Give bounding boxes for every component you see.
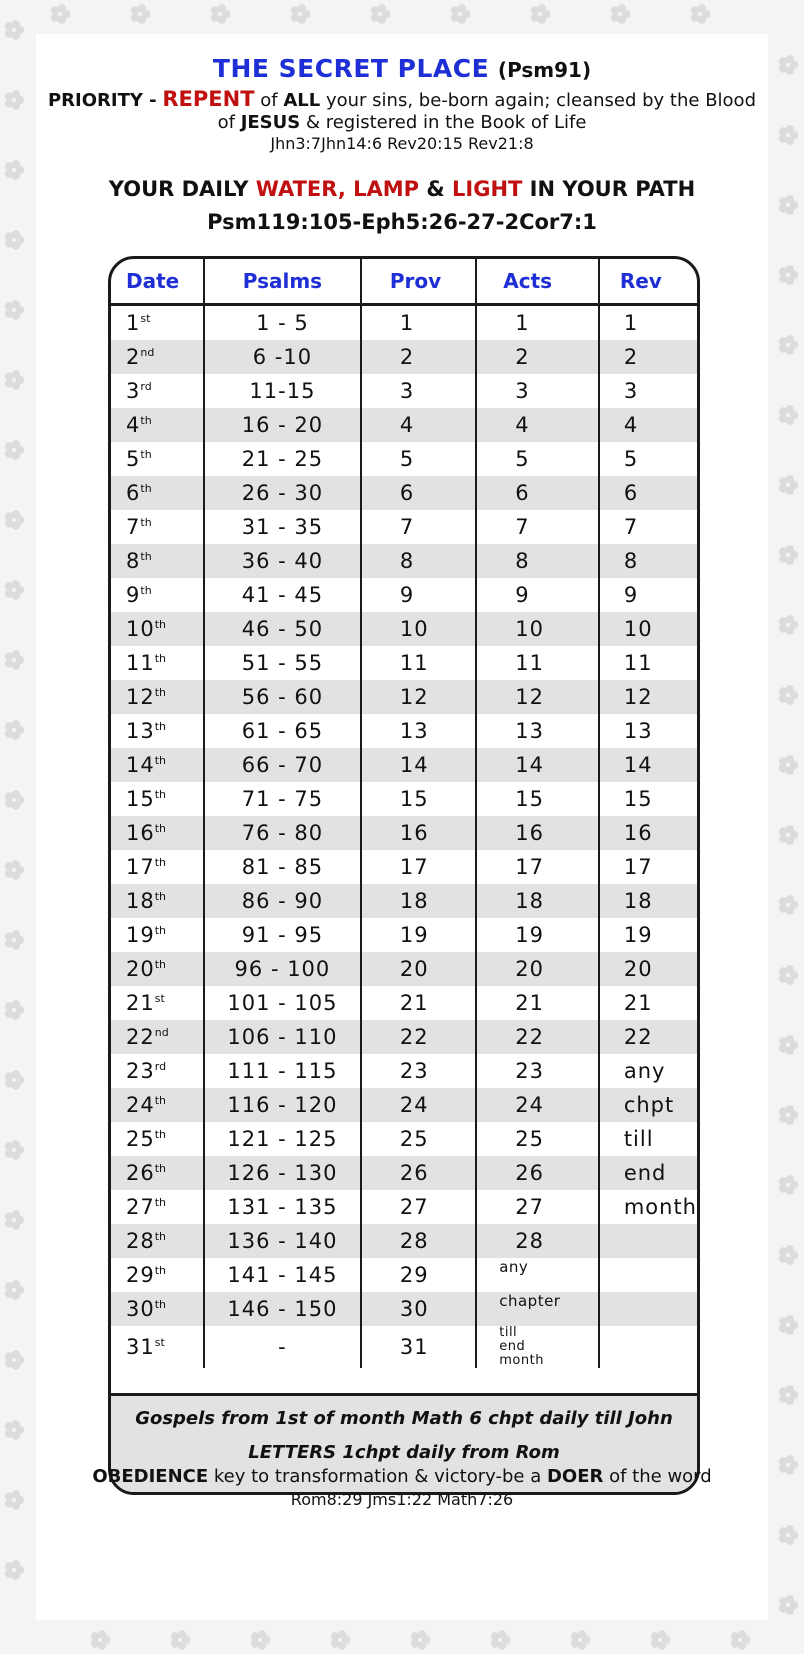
acts-cell: 3 <box>476 374 599 408</box>
psalms-cell: 61 - 65 <box>204 714 361 748</box>
prov-cell: 3 <box>361 374 476 408</box>
day-suffix: th <box>140 550 152 563</box>
acts-cell: 19 <box>476 918 599 952</box>
day-suffix: th <box>154 618 167 631</box>
acts-note-line: till <box>499 1325 518 1340</box>
day-suffix: th <box>154 1230 167 1243</box>
all-word: ALL <box>283 90 321 111</box>
rev-cell: 12 <box>599 680 697 714</box>
title-text: THE SECRET PLACE <box>212 54 490 83</box>
day-suffix: th <box>154 890 167 903</box>
day-number: 7 <box>126 515 141 539</box>
prov-cell: 19 <box>361 918 476 952</box>
psalms-cell: 106 - 110 <box>204 1020 361 1054</box>
date-cell <box>111 918 204 952</box>
page-title <box>36 54 768 83</box>
day-suffix: th <box>154 924 167 937</box>
acts-cell <box>476 1326 599 1368</box>
acts-cell: 10 <box>476 612 599 646</box>
prov-cell: 9 <box>361 578 476 612</box>
day-number: 13 <box>126 719 155 743</box>
table-row <box>111 816 697 850</box>
acts-cell: 23 <box>476 1054 599 1088</box>
table-row <box>111 1122 697 1156</box>
acts-cell: 14 <box>476 748 599 782</box>
date-cell <box>111 748 204 782</box>
daily-heading <box>36 177 768 201</box>
date-cell <box>111 442 204 476</box>
acts-cell: 18 <box>476 884 599 918</box>
reading-grid <box>111 259 697 1368</box>
day-number: 2 <box>126 345 141 369</box>
rev-cell <box>599 1292 697 1326</box>
day-number: 26 <box>126 1161 155 1185</box>
date-cell <box>111 1156 204 1190</box>
obedience-word: OBEDIENCE <box>92 1466 209 1487</box>
rev-cell <box>599 1326 697 1368</box>
prov-cell: 5 <box>361 442 476 476</box>
col-date: Date <box>111 259 204 305</box>
day-suffix: nd <box>154 1026 169 1039</box>
date-cell <box>111 952 204 986</box>
acts-cell: 7 <box>476 510 599 544</box>
acts-cell: 4 <box>476 408 599 442</box>
acts-note-line: end <box>499 1339 526 1354</box>
letters-note: LETTERS 1chpt daily from Rom <box>248 1442 560 1463</box>
day-number: 22 <box>126 1025 155 1049</box>
psalms-cell: 71 - 75 <box>204 782 361 816</box>
day-suffix: th <box>154 1128 167 1141</box>
prov-cell: 23 <box>361 1054 476 1088</box>
date-cell <box>111 1292 204 1326</box>
rev-cell: 14 <box>599 748 697 782</box>
day-number: 14 <box>126 753 155 777</box>
rev-cell: till <box>623 1127 654 1151</box>
acts-cell: 26 <box>476 1156 599 1190</box>
acts-cell: 13 <box>476 714 599 748</box>
day-number: 24 <box>126 1093 155 1117</box>
day-suffix: th <box>140 482 152 495</box>
footer-refs: Rom8:29 Jms1:22 Math7:26 <box>290 1490 514 1509</box>
rev-cell: 16 <box>599 816 697 850</box>
prov-cell: 10 <box>361 612 476 646</box>
rev-cell: 9 <box>623 583 639 607</box>
rev-cell: 1 <box>623 311 639 335</box>
day-suffix: st <box>140 312 151 325</box>
table-row <box>111 1326 697 1368</box>
prov-cell: 11 <box>361 646 476 680</box>
day-number: 23 <box>126 1059 155 1083</box>
date-cell <box>111 1258 204 1292</box>
rev-cell: month <box>623 1195 697 1219</box>
rev-cell <box>599 1258 697 1292</box>
psalms-cell: 131 - 135 <box>204 1190 361 1224</box>
acts-cell: 17 <box>476 850 599 884</box>
day-number: 6 <box>126 481 141 505</box>
heading-amp: & <box>426 177 445 201</box>
day-suffix: th <box>154 720 167 733</box>
day-suffix: th <box>154 1264 167 1277</box>
table-row <box>111 646 697 680</box>
psalms-cell: 56 - 60 <box>204 680 361 714</box>
scripture-refs: Jhn3:7Jhn14:6 Rev20:15 Rev21:8 <box>270 134 534 153</box>
rev-cell: 21 <box>623 991 653 1015</box>
prov-cell: 27 <box>361 1190 476 1224</box>
day-number: 30 <box>126 1297 155 1321</box>
date-cell <box>111 612 204 646</box>
prov-cell: 30 <box>361 1292 476 1326</box>
doer-word: DOER <box>546 1466 604 1487</box>
date-cell <box>111 850 204 884</box>
prov-cell: 1 <box>361 305 476 341</box>
day-suffix: st <box>154 992 165 1005</box>
day-number: 27 <box>126 1195 155 1219</box>
psalms-cell: 81 - 85 <box>204 850 361 884</box>
priority-text-c: of <box>217 112 235 133</box>
prov-cell: 4 <box>361 408 476 442</box>
date-cell <box>111 782 204 816</box>
priority-text-a: of <box>260 90 278 111</box>
table-row <box>111 578 697 612</box>
acts-cell: 24 <box>476 1088 599 1122</box>
prov-cell: 13 <box>361 714 476 748</box>
prov-cell: 22 <box>361 1020 476 1054</box>
day-suffix: rd <box>140 380 152 393</box>
psalms-cell: 96 - 100 <box>204 952 361 986</box>
acts-cell: chapter <box>476 1292 599 1326</box>
day-number: 17 <box>126 855 155 879</box>
psalms-cell: 76 - 80 <box>204 816 361 850</box>
psalms-cell: 51 - 55 <box>204 646 361 680</box>
day-number: 3 <box>126 379 141 403</box>
acts-cell: 1 <box>476 305 599 341</box>
day-suffix: nd <box>140 346 155 359</box>
table-row <box>111 442 697 476</box>
day-number: 18 <box>126 889 155 913</box>
table-row <box>111 748 697 782</box>
day-suffix: th <box>140 448 152 461</box>
acts-cell: 9 <box>476 578 599 612</box>
day-suffix: th <box>154 1196 167 1209</box>
rev-cell: chpt <box>599 1088 697 1122</box>
day-number: 29 <box>126 1263 155 1287</box>
day-number: 8 <box>126 549 141 573</box>
table-row <box>111 1156 697 1190</box>
day-number: 31 <box>126 1335 155 1359</box>
table-row <box>111 1190 697 1224</box>
day-number: 11 <box>126 651 155 675</box>
prov-cell: 26 <box>361 1156 476 1190</box>
table-row <box>111 1088 697 1122</box>
day-number: 21 <box>126 991 155 1015</box>
prov-cell: 18 <box>361 884 476 918</box>
date-cell <box>111 1326 204 1368</box>
table-row <box>111 510 697 544</box>
psalms-cell: 26 - 30 <box>204 476 361 510</box>
priority-text-d: & registered in the Book of Life <box>305 112 587 133</box>
prov-cell: 7 <box>361 510 476 544</box>
heading-refs: Psm119:105-Eph5:26-27-2Cor7:1 <box>207 210 597 234</box>
rev-cell: any <box>623 1059 666 1083</box>
prov-cell: 24 <box>361 1088 476 1122</box>
table-row <box>111 1054 697 1088</box>
day-number: 16 <box>126 821 155 845</box>
prov-cell: 6 <box>361 476 476 510</box>
date-cell <box>111 544 204 578</box>
day-suffix: rd <box>154 1060 167 1073</box>
repent-word: REPENT <box>162 87 255 111</box>
table-row <box>111 374 697 408</box>
psalms-cell: 111 - 115 <box>204 1054 361 1088</box>
date-cell <box>111 305 204 341</box>
day-number: 4 <box>126 413 141 437</box>
acts-cell: 25 <box>476 1122 599 1156</box>
prov-cell: 12 <box>361 680 476 714</box>
psalms-cell: 31 - 35 <box>204 510 361 544</box>
day-suffix: th <box>140 584 152 597</box>
acts-cell: 2 <box>476 340 599 374</box>
acts-cell: any <box>476 1258 599 1292</box>
reading-table <box>108 256 700 1495</box>
date-cell <box>111 510 204 544</box>
psalms-cell: - <box>204 1326 361 1368</box>
date-cell <box>111 408 204 442</box>
title-ref: (Psm91) <box>497 58 592 82</box>
prov-cell: 25 <box>361 1122 476 1156</box>
rev-cell: 22 <box>599 1020 697 1054</box>
day-number: 25 <box>126 1127 155 1151</box>
psalms-cell: 16 - 20 <box>204 408 361 442</box>
psalms-cell: 66 - 70 <box>204 748 361 782</box>
psalms-cell: 126 - 130 <box>204 1156 361 1190</box>
rev-cell: 2 <box>599 340 697 374</box>
priority-word: PRIORITY - <box>47 90 157 111</box>
acts-cell: 20 <box>476 952 599 986</box>
table-row <box>111 986 697 1020</box>
rev-cell: 3 <box>623 379 639 403</box>
date-cell <box>111 1054 204 1088</box>
jesus-word: JESUS <box>240 112 301 133</box>
day-suffix: th <box>154 686 167 699</box>
table-row <box>111 884 697 918</box>
table-row <box>111 850 697 884</box>
day-suffix: th <box>154 958 167 971</box>
day-suffix: th <box>154 754 167 767</box>
rev-cell: 19 <box>623 923 653 947</box>
day-suffix: th <box>140 414 152 427</box>
date-cell <box>111 1190 204 1224</box>
day-suffix: st <box>154 1336 165 1349</box>
acts-cell: 11 <box>476 646 599 680</box>
psalms-cell: 116 - 120 <box>204 1088 361 1122</box>
psalms-cell: 141 - 145 <box>204 1258 361 1292</box>
table-row <box>111 782 697 816</box>
table-row <box>111 305 697 341</box>
rev-cell: 11 <box>623 651 653 675</box>
prov-cell: 15 <box>361 782 476 816</box>
table-row <box>111 544 697 578</box>
acts-note-line: month <box>499 1353 544 1368</box>
psalms-cell: 1 - 5 <box>204 305 361 341</box>
obedience-text-a: key to transformation & victory-be a <box>213 1466 542 1487</box>
acts-cell: 21 <box>476 986 599 1020</box>
rev-cell: 20 <box>599 952 697 986</box>
psalms-cell: 146 - 150 <box>204 1292 361 1326</box>
rev-cell <box>599 1224 697 1258</box>
table-row <box>111 680 697 714</box>
date-cell <box>111 340 204 374</box>
rev-cell: 8 <box>599 544 697 578</box>
psalms-cell: 11-15 <box>204 374 361 408</box>
day-suffix: th <box>154 1094 167 1107</box>
date-cell <box>111 1122 204 1156</box>
acts-cell: 27 <box>476 1190 599 1224</box>
prov-cell: 2 <box>361 340 476 374</box>
rev-cell: 15 <box>623 787 653 811</box>
day-number: 9 <box>126 583 141 607</box>
prov-cell: 31 <box>361 1326 476 1368</box>
table-row <box>111 1258 697 1292</box>
psalms-cell: 46 - 50 <box>204 612 361 646</box>
table-header-row <box>111 259 697 305</box>
table-row <box>111 476 697 510</box>
day-suffix: th <box>154 652 167 665</box>
date-cell <box>111 816 204 850</box>
psalms-cell: 101 - 105 <box>204 986 361 1020</box>
prov-cell: 29 <box>361 1258 476 1292</box>
acts-cell: 8 <box>476 544 599 578</box>
priority-text <box>36 88 768 134</box>
date-cell <box>111 1020 204 1054</box>
heading-water-lamp: WATER, LAMP <box>255 177 420 201</box>
acts-cell: 22 <box>476 1020 599 1054</box>
day-number: 5 <box>126 447 141 471</box>
day-number: 15 <box>126 787 155 811</box>
rev-cell: 5 <box>623 447 639 471</box>
prov-cell: 8 <box>361 544 476 578</box>
date-cell <box>111 374 204 408</box>
rev-cell: 10 <box>599 612 697 646</box>
page <box>36 34 768 1620</box>
date-cell <box>111 1088 204 1122</box>
day-number: 19 <box>126 923 155 947</box>
table-row <box>111 952 697 986</box>
prov-cell: 20 <box>361 952 476 986</box>
col-prov: Prov <box>361 259 476 305</box>
table-row <box>111 612 697 646</box>
day-number: 20 <box>126 957 155 981</box>
rev-cell: 18 <box>599 884 697 918</box>
date-cell <box>111 986 204 1020</box>
acts-cell: 28 <box>476 1224 599 1258</box>
table-row <box>111 1292 697 1326</box>
day-suffix: th <box>154 856 167 869</box>
date-cell <box>111 578 204 612</box>
psalms-cell: 86 - 90 <box>204 884 361 918</box>
day-suffix: th <box>154 1298 167 1311</box>
rev-cell: end <box>599 1156 697 1190</box>
acts-cell: 15 <box>476 782 599 816</box>
acts-cell: 16 <box>476 816 599 850</box>
date-cell <box>111 714 204 748</box>
psalms-cell: 21 - 25 <box>204 442 361 476</box>
heading-part-b: IN YOUR PATH <box>529 177 696 201</box>
psalms-cell: 41 - 45 <box>204 578 361 612</box>
day-suffix: th <box>140 516 152 529</box>
obedience-text-b: of the word <box>609 1466 712 1487</box>
table-row <box>111 408 697 442</box>
table-row <box>111 1020 697 1054</box>
prov-cell: 28 <box>361 1224 476 1258</box>
table-row <box>111 714 697 748</box>
table-row <box>111 918 697 952</box>
heading-part-a: YOUR DAILY <box>108 177 249 201</box>
date-cell <box>111 646 204 680</box>
day-suffix: th <box>154 1162 167 1175</box>
col-psalms: Psalms <box>204 259 361 305</box>
prov-cell: 17 <box>361 850 476 884</box>
rev-cell: 17 <box>623 855 653 879</box>
gospels-note: Gospels from 1st of month Math 6 chpt daily till John <box>135 1408 673 1429</box>
day-number: 28 <box>126 1229 155 1253</box>
col-acts: Acts <box>476 259 599 305</box>
heading-light: LIGHT <box>452 177 523 201</box>
rev-cell: 4 <box>599 408 697 442</box>
prov-cell: 14 <box>361 748 476 782</box>
table-row <box>111 1224 697 1258</box>
day-number: 1 <box>126 311 141 335</box>
psalms-cell: 121 - 125 <box>204 1122 361 1156</box>
day-suffix: th <box>154 822 167 835</box>
prov-cell: 16 <box>361 816 476 850</box>
acts-cell: 6 <box>476 476 599 510</box>
date-cell <box>111 476 204 510</box>
rev-cell: 13 <box>623 719 653 743</box>
psalms-cell: 136 - 140 <box>204 1224 361 1258</box>
psalms-cell: 6 -10 <box>204 340 361 374</box>
day-number: 10 <box>126 617 155 641</box>
col-rev: Rev <box>599 259 697 305</box>
psalms-cell: 91 - 95 <box>204 918 361 952</box>
date-cell <box>111 1224 204 1258</box>
date-cell <box>111 680 204 714</box>
acts-cell: 5 <box>476 442 599 476</box>
day-suffix: th <box>154 788 167 801</box>
acts-cell: 12 <box>476 680 599 714</box>
obedience-text <box>36 1466 768 1487</box>
rev-cell: 7 <box>623 515 639 539</box>
prov-cell: 21 <box>361 986 476 1020</box>
date-cell <box>111 884 204 918</box>
rev-cell: 6 <box>599 476 697 510</box>
day-number: 12 <box>126 685 155 709</box>
table-row <box>111 340 697 374</box>
psalms-cell: 36 - 40 <box>204 544 361 578</box>
priority-text-b: your sins, be-born again; cleansed by the Blood <box>325 90 756 111</box>
